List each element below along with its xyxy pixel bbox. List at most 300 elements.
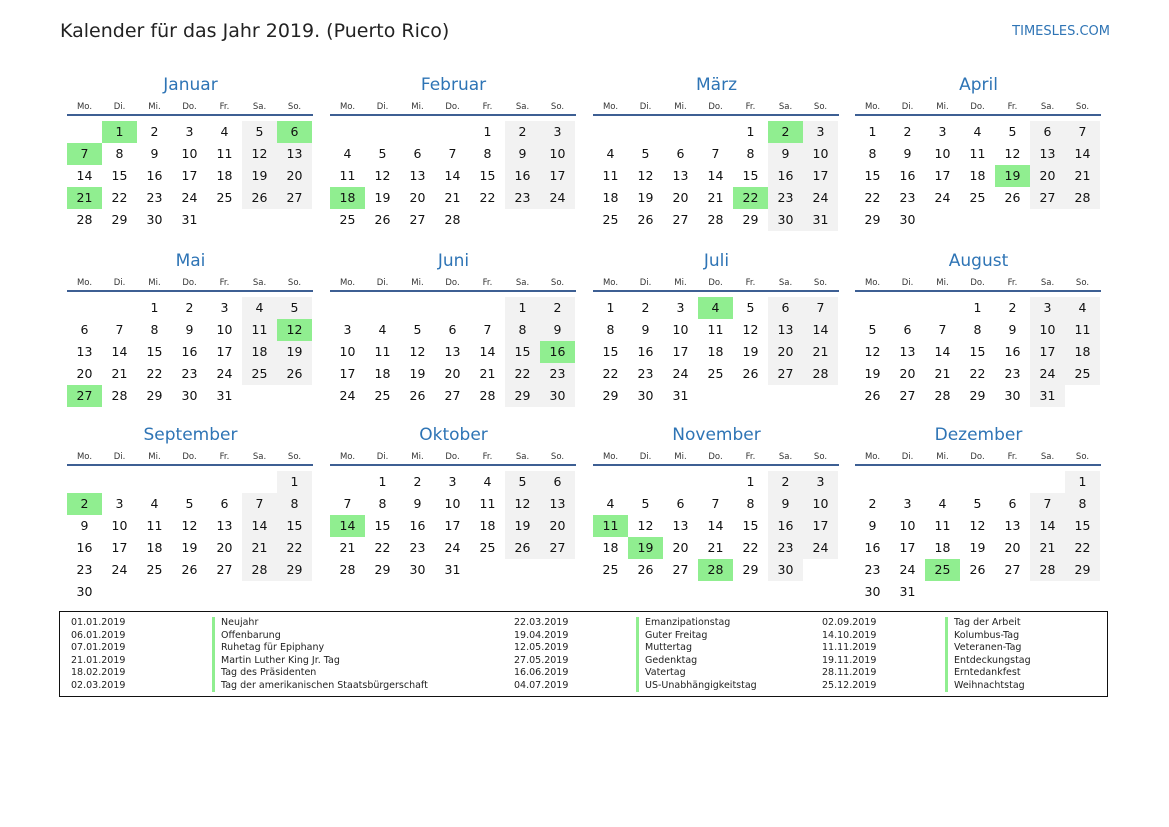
day-cell: 26	[505, 537, 540, 559]
weekday-label: Do.	[445, 278, 460, 288]
day-cell: 8	[1065, 493, 1100, 515]
weekday-label: Sa.	[252, 278, 267, 288]
day-cell: 15	[277, 515, 312, 537]
day-cell: 25	[479, 540, 496, 555]
weekday-label: Fr.	[219, 278, 230, 288]
day-cell: 9	[505, 143, 540, 165]
day-cell: 22	[505, 363, 540, 385]
day-cell: 11	[969, 146, 986, 161]
weekday-label: Di.	[639, 102, 652, 112]
month-rule	[593, 290, 839, 292]
day-cell: 12	[637, 168, 654, 183]
empty-cell	[400, 297, 435, 319]
day-cell: 28	[803, 363, 838, 385]
weekday-header	[330, 272, 577, 290]
day-cell: 21	[242, 537, 277, 559]
empty-cell	[330, 297, 365, 319]
holiday-day-cell: 1	[102, 121, 137, 143]
day-cell: 21	[707, 540, 724, 555]
month-rule	[67, 114, 313, 116]
day-cell: 25	[216, 190, 233, 205]
day-cell: 9	[413, 496, 422, 511]
day-cell: 23	[409, 540, 426, 555]
day-cell: 13	[444, 344, 461, 359]
empty-cell	[890, 471, 925, 493]
legend-row	[60, 655, 1107, 668]
day-cell: 21	[479, 366, 496, 381]
day-cell: 2	[768, 471, 803, 493]
day-cell: 20	[672, 540, 689, 555]
day-cell: 17	[540, 165, 575, 187]
month-name: April	[959, 75, 998, 95]
weekday-label: Fr.	[745, 102, 756, 112]
month-november	[593, 424, 840, 581]
day-cell: 11	[934, 518, 951, 533]
holiday-day-cell: 4	[698, 297, 733, 319]
day-cell: 20	[1030, 165, 1065, 187]
day-cell: 17	[444, 518, 461, 533]
day-cell: 28	[479, 388, 496, 403]
day-cell: 12	[1004, 146, 1021, 161]
day-cell: 1	[277, 471, 312, 493]
day-cell: 30	[864, 584, 881, 599]
weekday-label: Di.	[113, 278, 126, 288]
day-cell: 24	[1030, 363, 1065, 385]
day-cell: 3	[803, 121, 838, 143]
day-cell: 20	[277, 165, 312, 187]
day-cell: 15	[111, 168, 128, 183]
day-cell: 16	[864, 540, 881, 555]
day-cell: 1	[746, 124, 755, 139]
day-cell: 7	[711, 496, 720, 511]
day-cell: 1	[1065, 471, 1100, 493]
day-cell: 15	[742, 168, 759, 183]
month-name: Februar	[420, 75, 487, 95]
day-cell: 11	[242, 319, 277, 341]
day-cell: 26	[864, 388, 881, 403]
empty-cell	[960, 471, 995, 493]
weekday-label: Sa.	[252, 452, 267, 462]
weekday-label: So.	[287, 278, 302, 288]
day-cell: 19	[637, 190, 654, 205]
day-cell: 19	[242, 165, 277, 187]
site-link[interactable]: TIMESLES.COM	[1012, 24, 1110, 39]
day-cell: 30	[181, 388, 198, 403]
day-cell: 26	[242, 187, 277, 209]
empty-cell	[663, 471, 698, 493]
day-cell: 18	[374, 366, 391, 381]
day-cell: 25	[602, 212, 619, 227]
day-cell: 15	[479, 168, 496, 183]
day-cell: 13	[277, 143, 312, 165]
weekday-label: So.	[813, 452, 828, 462]
day-cell: 22	[864, 190, 881, 205]
day-cell: 24	[444, 540, 461, 555]
day-cell: 13	[768, 319, 803, 341]
month-rule	[593, 464, 839, 466]
day-cell: 3	[938, 124, 947, 139]
weekday-label: Mi.	[936, 102, 949, 112]
day-cell: 13	[76, 344, 93, 359]
empty-cell	[435, 121, 470, 143]
month-name: Juli	[703, 251, 730, 271]
day-cell: 30	[1004, 388, 1021, 403]
weekday-label: Fr.	[1007, 278, 1018, 288]
day-cell: 3	[343, 322, 352, 337]
day-cell: 28	[1065, 187, 1100, 209]
day-cell: 4	[483, 474, 492, 489]
day-cell: 23	[505, 187, 540, 209]
day-cell: 9	[768, 143, 803, 165]
weekday-header	[855, 272, 1102, 290]
holiday-day-cell: 25	[925, 559, 960, 581]
day-cell: 6	[220, 496, 229, 511]
day-cell: 12	[374, 168, 391, 183]
day-cell: 2	[185, 300, 194, 315]
weekday-label: Di.	[113, 102, 126, 112]
empty-cell	[67, 297, 102, 319]
day-cell: 31	[1030, 385, 1065, 407]
holiday-name: Erntedankfest	[945, 667, 1021, 680]
day-cell: 3	[220, 300, 229, 315]
weekday-label: Di.	[639, 452, 652, 462]
day-cell: 27	[409, 212, 426, 227]
day-cell: 8	[746, 146, 755, 161]
day-cell: 15	[742, 518, 759, 533]
day-grid	[593, 471, 840, 581]
day-cell: 21	[111, 366, 128, 381]
empty-cell	[435, 297, 470, 319]
holiday-date: 27.05.2019	[514, 654, 569, 666]
day-cell: 31	[803, 209, 838, 231]
weekday-label: Mi.	[411, 278, 424, 288]
holiday-date: 19.04.2019	[514, 629, 569, 641]
day-cell: 19	[277, 341, 312, 363]
day-cell: 5	[973, 496, 982, 511]
holiday-name: Gedenktag	[636, 655, 697, 668]
empty-cell	[890, 297, 925, 319]
month-rule	[855, 114, 1101, 116]
legend-row	[60, 667, 1107, 680]
day-cell: 9	[641, 322, 650, 337]
day-cell: 10	[803, 143, 838, 165]
weekday-label: Sa.	[1040, 452, 1055, 462]
day-cell: 29	[111, 212, 128, 227]
day-cell: 22	[374, 540, 391, 555]
day-cell: 30	[409, 562, 426, 577]
day-grid	[330, 121, 577, 231]
day-cell: 21	[444, 190, 461, 205]
day-cell: 14	[242, 515, 277, 537]
day-cell: 10	[672, 322, 689, 337]
weekday-label: So.	[1075, 452, 1090, 462]
holiday-name: Ruhetag für Epiphany	[212, 642, 324, 655]
day-cell: 26	[277, 363, 312, 385]
empty-cell	[330, 121, 365, 143]
weekday-label: Di.	[376, 452, 389, 462]
empty-cell	[365, 297, 400, 319]
day-cell: 7	[343, 496, 352, 511]
weekday-label: Do.	[970, 278, 985, 288]
day-cell: 26	[969, 562, 986, 577]
weekday-header	[855, 446, 1102, 464]
day-cell: 3	[540, 121, 575, 143]
empty-cell	[855, 297, 890, 319]
day-cell: 3	[1030, 297, 1065, 319]
holiday-date: 07.01.2019	[71, 642, 126, 653]
empty-cell	[67, 471, 102, 493]
day-cell: 20	[216, 540, 233, 555]
empty-cell	[242, 471, 277, 493]
month-name: März	[696, 75, 737, 95]
day-cell: 17	[111, 540, 128, 555]
holiday-name: Veteranen-Tag	[945, 642, 1021, 655]
day-cell: 9	[868, 518, 877, 533]
holiday-date: 16.06.2019	[514, 667, 569, 678]
day-cell: 31	[216, 388, 233, 403]
weekday-label: Mo.	[339, 102, 356, 112]
month-name: Juni	[437, 251, 470, 271]
day-cell: 24	[111, 562, 128, 577]
day-cell: 15	[969, 344, 986, 359]
day-cell: 2	[641, 300, 650, 315]
day-cell: 16	[181, 344, 198, 359]
weekday-label: So.	[1075, 278, 1090, 288]
weekday-label: Fr.	[219, 452, 230, 462]
day-cell: 13	[1030, 143, 1065, 165]
day-cell: 16	[899, 168, 916, 183]
day-cell: 21	[1030, 537, 1065, 559]
month-name: Mai	[175, 251, 206, 271]
day-cell: 29	[969, 388, 986, 403]
day-cell: 27	[444, 388, 461, 403]
day-cell: 8	[378, 496, 387, 511]
day-cell: 9	[185, 322, 194, 337]
holiday-day-cell: 22	[733, 187, 768, 209]
day-cell: 16	[768, 165, 803, 187]
day-cell: 25	[374, 388, 391, 403]
weekday-label: Mi.	[148, 278, 161, 288]
month-rule	[67, 464, 313, 466]
day-cell: 20	[1004, 540, 1021, 555]
day-cell: 28	[111, 388, 128, 403]
weekday-label: Di.	[113, 452, 126, 462]
day-cell: 4	[1065, 297, 1100, 319]
day-cell: 22	[479, 190, 496, 205]
day-cell: 30	[76, 584, 93, 599]
day-cell: 16	[1004, 344, 1021, 359]
weekday-label: Di.	[376, 278, 389, 288]
day-cell: 12	[242, 143, 277, 165]
holiday-name: Tag des Präsidenten	[212, 667, 316, 680]
day-cell: 22	[111, 190, 128, 205]
day-cell: 20	[76, 366, 93, 381]
weekday-label: Fr.	[1007, 452, 1018, 462]
empty-cell	[470, 297, 505, 319]
day-cell: 23	[637, 366, 654, 381]
day-cell: 10	[181, 146, 198, 161]
day-cell: 29	[1065, 559, 1100, 581]
day-cell: 14	[111, 344, 128, 359]
day-cell: 6	[1030, 121, 1065, 143]
holiday-day-cell: 11	[593, 515, 628, 537]
weekday-label: Mi.	[936, 452, 949, 462]
months-grid	[67, 74, 1113, 604]
holiday-day-cell: 12	[277, 319, 312, 341]
legend-row	[60, 642, 1107, 655]
weekday-label: Sa.	[1040, 278, 1055, 288]
day-cell: 17	[934, 168, 951, 183]
empty-cell	[925, 297, 960, 319]
day-cell: 3	[448, 474, 457, 489]
day-cell: 23	[768, 187, 803, 209]
day-cell: 10	[803, 493, 838, 515]
day-cell: 4	[242, 297, 277, 319]
day-cell: 21	[934, 366, 951, 381]
day-cell: 26	[637, 212, 654, 227]
weekday-label: Sa.	[515, 278, 530, 288]
month-september	[67, 424, 314, 603]
day-cell: 17	[899, 540, 916, 555]
day-cell: 16	[409, 518, 426, 533]
day-cell: 7	[1030, 493, 1065, 515]
day-cell: 4	[606, 496, 615, 511]
day-grid	[330, 471, 577, 581]
day-cell: 1	[505, 297, 540, 319]
day-cell: 29	[277, 559, 312, 581]
empty-cell	[137, 471, 172, 493]
day-cell: 29	[505, 385, 540, 407]
weekday-label: Mi.	[411, 102, 424, 112]
weekday-label: Fr.	[482, 102, 493, 112]
day-cell: 7	[803, 297, 838, 319]
day-cell: 2	[505, 121, 540, 143]
day-cell: 6	[448, 322, 457, 337]
day-cell: 8	[505, 319, 540, 341]
day-cell: 3	[903, 496, 912, 511]
weekday-header	[67, 446, 314, 464]
day-cell: 15	[1065, 515, 1100, 537]
day-cell: 22	[602, 366, 619, 381]
weekday-label: So.	[550, 278, 565, 288]
weekday-label: Mi.	[674, 278, 687, 288]
day-cell: 28	[242, 559, 277, 581]
holiday-date: 18.02.2019	[71, 667, 126, 678]
day-cell: 11	[216, 146, 233, 161]
day-cell: 23	[76, 562, 93, 577]
day-cell: 24	[934, 190, 951, 205]
weekday-label: Mi.	[674, 102, 687, 112]
day-cell: 25	[1065, 363, 1100, 385]
holiday-day-cell: 2	[67, 493, 102, 515]
day-cell: 6	[80, 322, 89, 337]
day-cell: 31	[672, 388, 689, 403]
month-juli	[593, 250, 840, 407]
day-cell: 11	[479, 496, 496, 511]
day-cell: 29	[146, 388, 163, 403]
weekday-label: Mi.	[148, 452, 161, 462]
month-name: November	[672, 425, 761, 445]
day-cell: 5	[1008, 124, 1017, 139]
day-cell: 18	[242, 341, 277, 363]
holiday-day-cell: 6	[277, 121, 312, 143]
day-cell: 1	[746, 474, 755, 489]
day-cell: 26	[409, 388, 426, 403]
day-cell: 9	[1008, 322, 1017, 337]
holiday-date: 19.11.2019	[822, 654, 877, 666]
day-cell: 5	[868, 322, 877, 337]
month-rule	[855, 464, 1101, 466]
day-cell: 3	[185, 124, 194, 139]
day-cell: 24	[899, 562, 916, 577]
day-cell: 3	[676, 300, 685, 315]
day-cell: 6	[1008, 496, 1017, 511]
month-name: Oktober	[419, 425, 488, 445]
day-cell: 14	[76, 168, 93, 183]
day-cell: 14	[1065, 143, 1100, 165]
legend-row	[60, 617, 1107, 630]
day-cell: 23	[768, 537, 803, 559]
day-cell: 30	[540, 385, 575, 407]
day-cell: 26	[1004, 190, 1021, 205]
weekday-label: Mo.	[864, 102, 881, 112]
month-dezember	[855, 424, 1102, 603]
day-cell: 5	[277, 297, 312, 319]
day-cell: 24	[181, 190, 198, 205]
day-cell: 13	[672, 518, 689, 533]
weekday-label: So.	[1075, 102, 1090, 112]
holiday-name: Guter Freitag	[636, 630, 707, 643]
empty-cell	[172, 471, 207, 493]
day-cell: 25	[242, 363, 277, 385]
day-cell: 23	[864, 562, 881, 577]
day-grid	[67, 471, 314, 603]
weekday-label: Mi.	[674, 452, 687, 462]
weekday-label: Do.	[445, 452, 460, 462]
day-grid	[855, 471, 1102, 603]
day-cell: 18	[146, 540, 163, 555]
weekday-label: Fr.	[219, 102, 230, 112]
day-cell: 9	[903, 146, 912, 161]
day-cell: 15	[602, 344, 619, 359]
day-cell: 23	[1004, 366, 1021, 381]
empty-cell	[698, 121, 733, 143]
day-cell: 17	[216, 344, 233, 359]
day-cell: 18	[1065, 341, 1100, 363]
day-cell: 29	[864, 212, 881, 227]
day-cell: 17	[672, 344, 689, 359]
day-cell: 4	[938, 496, 947, 511]
empty-cell	[330, 471, 365, 493]
day-cell: 25	[602, 562, 619, 577]
day-cell: 22	[277, 537, 312, 559]
empty-cell	[698, 471, 733, 493]
day-cell: 26	[374, 212, 391, 227]
day-cell: 5	[641, 146, 650, 161]
day-cell: 18	[602, 540, 619, 555]
weekday-header	[855, 96, 1102, 114]
weekday-header	[593, 272, 840, 290]
day-cell: 10	[339, 344, 356, 359]
day-cell: 20	[899, 366, 916, 381]
day-cell: 3	[803, 471, 838, 493]
day-cell: 30	[637, 388, 654, 403]
holiday-date: 11.11.2019	[822, 642, 877, 653]
day-cell: 9	[768, 493, 803, 515]
day-cell: 7	[1065, 121, 1100, 143]
day-cell: 21	[1065, 165, 1100, 187]
day-cell: 2	[150, 124, 159, 139]
